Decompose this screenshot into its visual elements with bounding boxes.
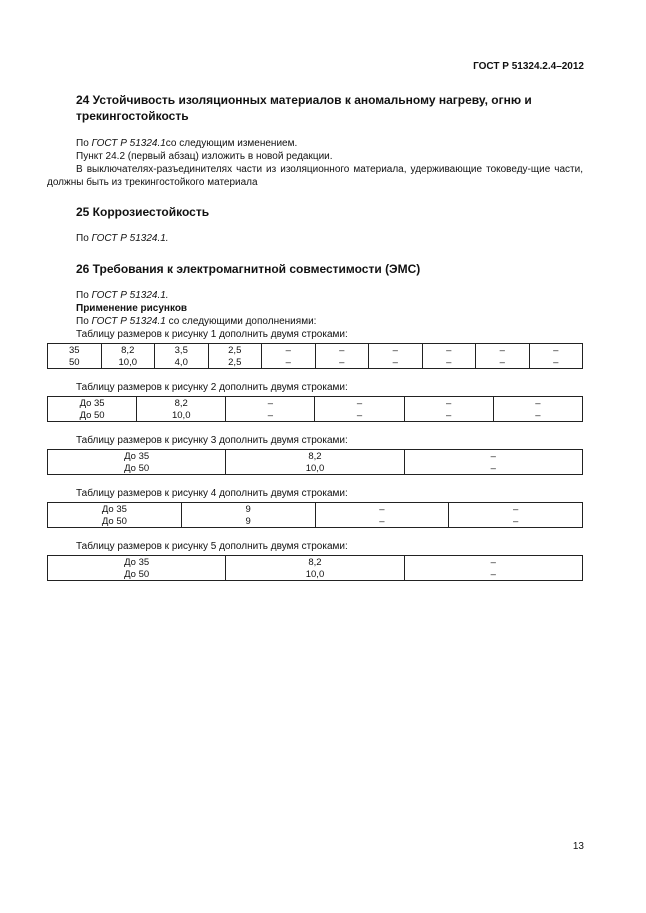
text-run: со следующим изменением. (165, 138, 298, 149)
table-cell: До 35 До 50 (48, 556, 226, 581)
section-24-paragraph-2: Пункт 24.2 (первый абзац) изложить в новой редакции. (76, 151, 333, 162)
table-cell: До 35 До 50 (48, 397, 137, 422)
table-2-caption: Таблицу размеров к рисунку 2 дополнить двумя строками: (76, 382, 348, 393)
section-25-paragraph-1 (76, 232, 169, 245)
table-cell: 3,5 4,0 (155, 344, 209, 369)
table-figure-2 (47, 396, 583, 422)
table-cell: До 35 До 50 (48, 503, 182, 528)
standard-reference: ГОСТ Р 51324.1. (91, 290, 169, 301)
table-cell: – – (529, 344, 583, 369)
table-cell: – – (422, 344, 476, 369)
section-26-heading: 26 Требования к электромагнитной совместимости (ЭМС) (76, 262, 421, 276)
table-cell: До 35 До 50 (48, 450, 226, 475)
text-run: со следующими дополнениями: (165, 316, 317, 327)
text-run: По (76, 290, 92, 301)
standard-reference: ГОСТ Р 51324.1 (91, 316, 166, 327)
table-cell: 8,2 10,0 (226, 450, 404, 475)
table-row (48, 344, 583, 369)
section-26-paragraph-1 (76, 289, 169, 302)
table-cell: 35 50 (48, 344, 102, 369)
table-figure-5 (47, 555, 583, 581)
table-cell: 8,2 10,0 (226, 556, 404, 581)
table-cell: – – (369, 344, 423, 369)
table-3-caption: Таблицу размеров к рисунку 3 дополнить двумя строками: (76, 435, 348, 446)
table-cell: – – (404, 450, 582, 475)
table-cell: – – (226, 397, 315, 422)
section-25-heading: 25 Коррозиестойкость (76, 205, 210, 219)
table-cell: – – (262, 344, 316, 369)
section-24-paragraph-1 (76, 137, 297, 150)
table-cell: 2,5 2,5 (208, 344, 262, 369)
table-4-caption: Таблицу размеров к рисунку 4 дополнить двумя строками: (76, 488, 348, 499)
document-header: ГОСТ Р 51324.2.4–2012 (473, 61, 584, 72)
section-24-heading-line1: 24 Устойчивость изоляционных материалов к аномальному нагреву, огню и (76, 93, 532, 107)
text-run: По (76, 233, 92, 244)
table-cell: 9 9 (181, 503, 315, 528)
text-run: По (76, 316, 92, 327)
section-26-paragraph-2 (76, 315, 316, 328)
table-figure-1 (47, 343, 583, 369)
section-24-heading (76, 92, 588, 124)
section-24-paragraph-3: В выключателях-разъединителях части из изоляционного материала, удерживающие токоведу-щие части, должны быть из трекингостойкого материала (47, 164, 583, 188)
page-number: 13 (572, 841, 584, 852)
table-row (48, 503, 583, 528)
table-cell: – – (315, 397, 404, 422)
table-figure-3 (47, 449, 583, 475)
table-row (48, 556, 583, 581)
table-cell: – – (315, 503, 449, 528)
section-24-heading-line2: трекингостойкость (76, 109, 189, 123)
table-cell: – – (404, 397, 493, 422)
standard-reference: ГОСТ Р 51324.1 (91, 138, 166, 149)
table-cell: 8,2 10,0 (101, 344, 155, 369)
table-5-caption: Таблицу размеров к рисунку 5 дополнить двумя строками: (76, 541, 348, 552)
table-cell: – – (476, 344, 530, 369)
table-cell: – – (449, 503, 583, 528)
table-row (48, 450, 583, 475)
table-cell: 8,2 10,0 (137, 397, 226, 422)
table-cell: – – (493, 397, 582, 422)
table-cell: – – (404, 556, 582, 581)
table-row (48, 397, 583, 422)
text-run: По (76, 138, 92, 149)
standard-reference: ГОСТ Р 51324.1. (91, 233, 169, 244)
table-1-caption: Таблицу размеров к рисунку 1 дополнить двумя строками: (76, 329, 348, 340)
table-figure-4 (47, 502, 583, 528)
sub-heading-figures: Применение рисунков (76, 303, 188, 314)
table-cell: – – (315, 344, 369, 369)
